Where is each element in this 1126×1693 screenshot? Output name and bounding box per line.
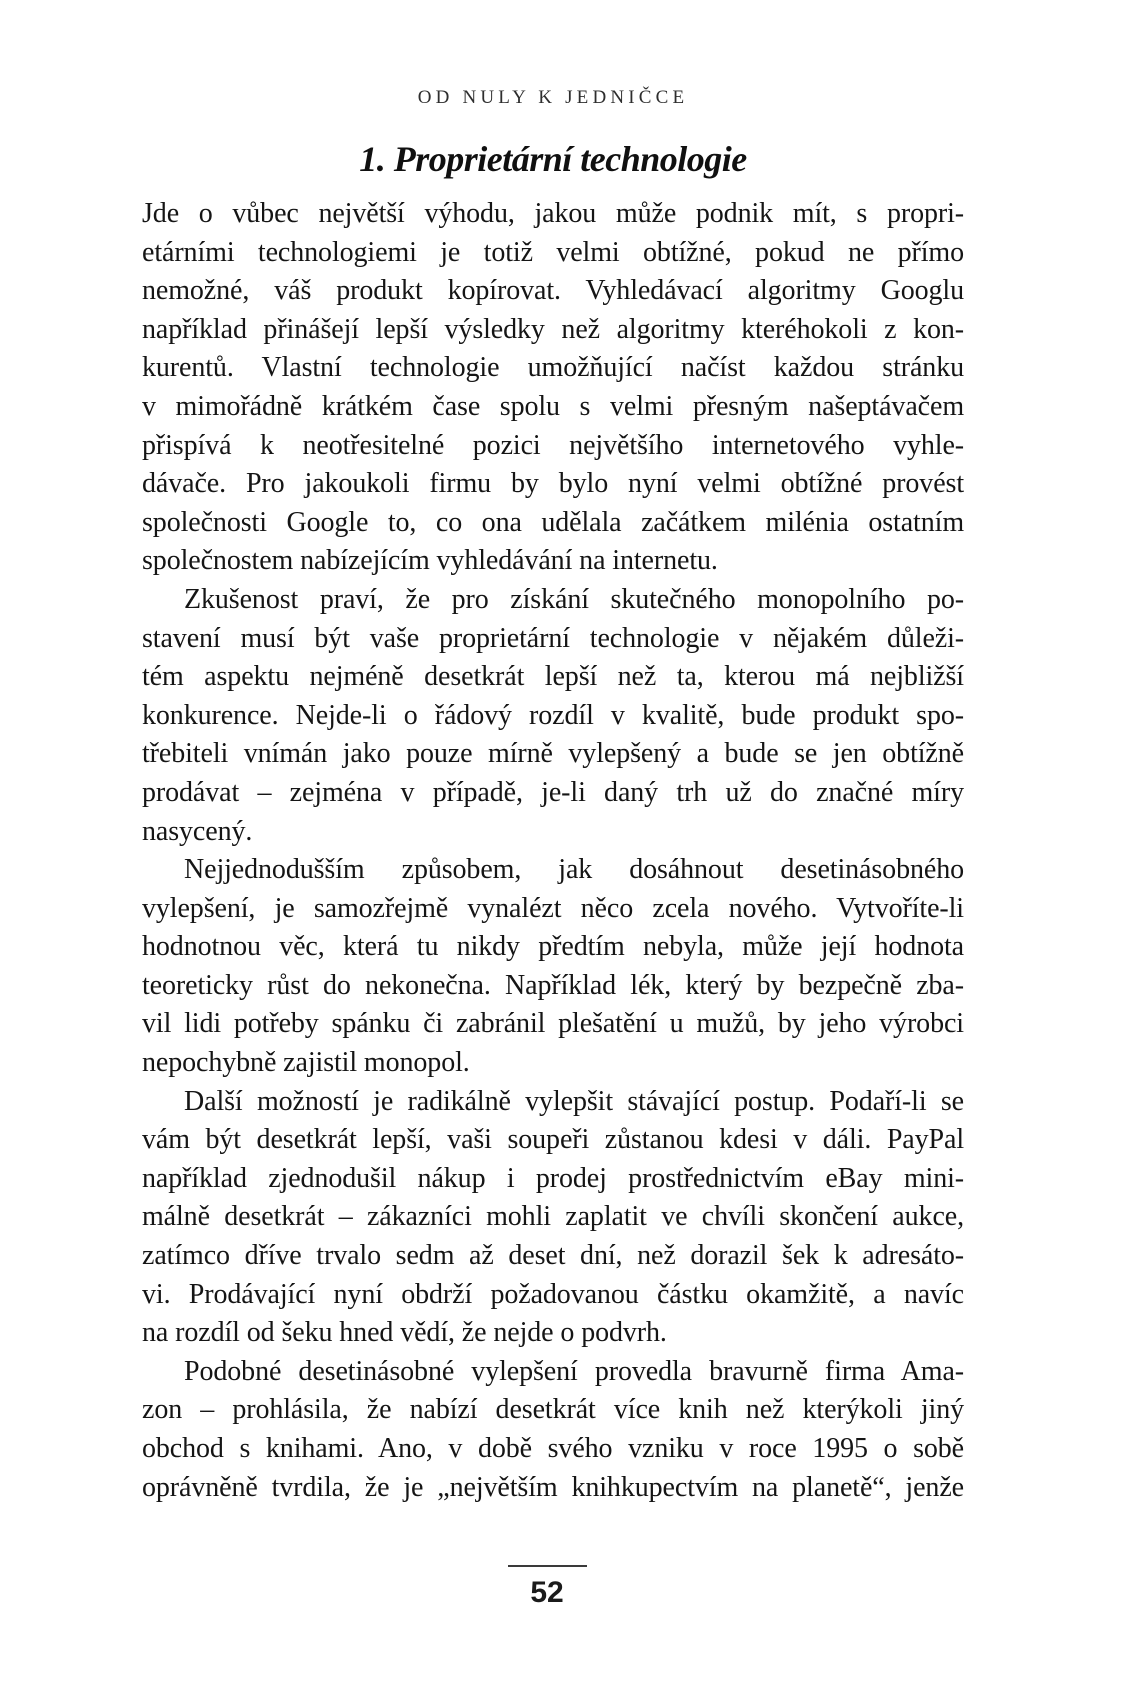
paragraph — [142, 195, 964, 581]
text-line: vi. Prodávající nyní obdrží požadovanou částku okamžitě, a navíc — [142, 1278, 964, 1310]
text-line: Nejjednodušším způsobem, jak dosáhnout desetinásobného — [184, 854, 964, 886]
text-line: tém aspektu nejméně desetkrát lepší než ta, kterou má nejbližší — [142, 661, 964, 693]
text-line: v mimořádně krátkém čase spolu s velmi přesným našeptávačem — [142, 390, 964, 422]
section-title: 1. Proprietární technologie — [359, 139, 747, 179]
text-line: Jde o vůbec největší výhodu, jakou může podnik mít, s propri- — [142, 198, 964, 229]
text-line: zon – prohlásila, že nabízí desetkrát více knih než kterýkoli jiný — [142, 1394, 964, 1426]
text-line: Další možností je radikálně vylepšit stávající postup. Podaří-li se — [184, 1085, 964, 1117]
text-line: nasycený. — [142, 815, 253, 847]
text-line: vám být desetkrát lepší, vaši soupeři zůstanou kdesi v dáli. PayPal — [142, 1124, 964, 1156]
paragraph — [142, 1083, 964, 1353]
text-line: oprávněně tvrdila, že je „největším knihkupectvím na planetě“, jenže — [142, 1471, 964, 1503]
text-line: přispívá k neotřesitelné pozici největšího internetového vyhle- — [142, 429, 964, 461]
body-text — [142, 195, 964, 1507]
page-number: 52 — [530, 1576, 564, 1609]
running-head: OD NULY K JEDNIČCE — [417, 87, 689, 108]
text-line: hodnotnou věc, která tu nikdy předtím nebyla, může její hodnota — [142, 931, 964, 963]
text-line: na rozdíl od šeku hned vědí, že nejde o podvrh. — [142, 1317, 667, 1349]
paragraph — [142, 851, 964, 1083]
text-line: například přinášejí lepší výsledky než algoritmy kteréhokoli z kon- — [142, 313, 964, 345]
text-line: například zjednodušil nákup i prodej prostřednictvím eBay mini- — [142, 1162, 964, 1194]
text-line: dávače. Pro jakoukoli firmu by bylo nyní velmi obtížné provést — [142, 468, 964, 500]
text-line: málně desetkrát – zákazníci mohli zaplatit ve chvíli skončení aukce, — [142, 1201, 964, 1233]
text-line: prodávat – zejména v případě, je-li daný trh už do značné míry — [142, 776, 964, 808]
text-line: konkurence. Nejde-li o řádový rozdíl v kvalitě, bude produkt spo- — [142, 699, 964, 731]
paragraph — [142, 1353, 964, 1507]
text-line: nepochybně zajistil monopol. — [142, 1047, 470, 1079]
text-line: Podobné desetinásobné vylepšení provedla bravurně firma Ama- — [184, 1355, 964, 1387]
text-line: Zkušenost praví, že pro získání skutečného monopolního po- — [184, 583, 964, 615]
text-line: teoreticky růst do nekonečna. Například lék, který by bezpečně zba- — [142, 969, 964, 1001]
text-line: společnostem nabízejícím vyhledávání na internetu. — [142, 545, 718, 577]
text-line: vylepšení, je samozřejmě vynalézt něco zcela nového. Vytvoříte-li — [142, 892, 964, 924]
text-line: etárními technologiemi je totiž velmi obtížné, pokud ne přímo — [142, 236, 964, 268]
text-line: obchod s knihami. Ano, v době svého vzniku v roce 1995 o sobě — [142, 1433, 964, 1464]
footer-rule — [508, 1565, 587, 1567]
paragraph — [142, 581, 964, 851]
text-line: kurentů. Vlastní technologie umožňující načíst každou stránku — [142, 352, 964, 384]
text-line: stavení musí být vaše proprietární technologie v nějakém důleži- — [142, 622, 964, 654]
text-line: třebiteli vnímán jako pouze mírně vylepšený a bude se jen obtížně — [142, 738, 964, 770]
text-line: vil lidi potřeby spánku či zabránil plešatění u mužů, by jeho výrobci — [142, 1008, 964, 1040]
text-line: nemožné, váš produkt kopírovat. Vyhledávací algoritmy Googlu — [142, 275, 964, 307]
text-line: společnosti Google to, co ona udělala začátkem milénia ostatním — [142, 506, 964, 538]
text-line: zatímco dříve trvalo sedm až deset dní, než dorazil šek k adresáto- — [142, 1240, 964, 1272]
